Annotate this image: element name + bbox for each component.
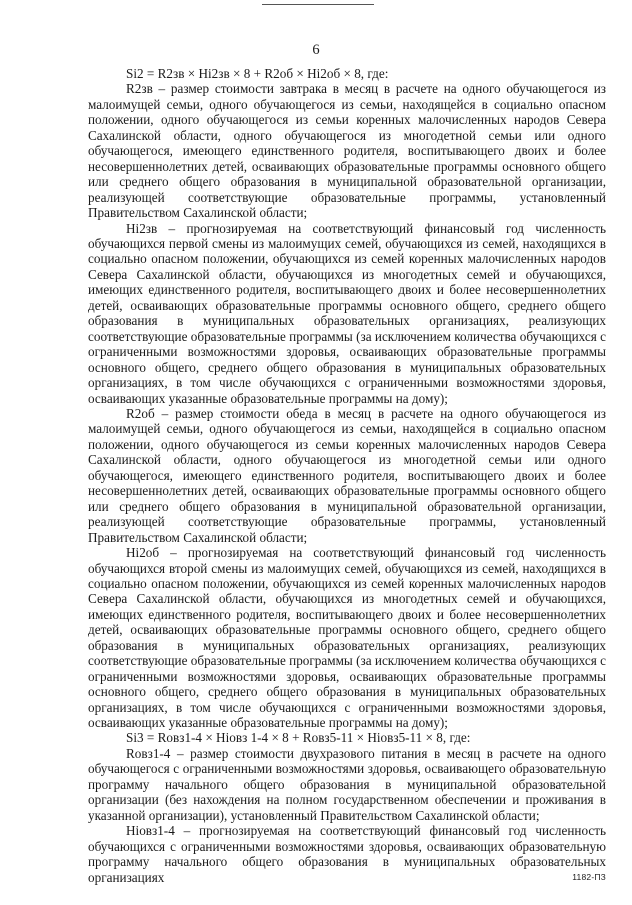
formula-si3: Si3 = Rовз1-4 × Hiовз 1-4 × 8 + Rовз5-11 × Hiовз5-11 × 8, где:: [126, 730, 471, 746]
formula-si2: Si2 = R2зв × Hi2зв × 8 + R2об × Hi2об × 8, где:: [126, 66, 389, 81]
page-number: 6: [312, 42, 320, 58]
definition-hi2ob: Hi2об – прогнозируемая на соответствующий финансовый год численность обучающихся второй смены из малоимущих семей, обучающихся из семей, находящихся в социально опасном положении, обучающихся из семей коренных малочисленных народов Севера Сахалинской области, обучающихся из многодетных семей и обучающихся, имеющих единственного родителя, воспитывающего двоих и более несовершеннолетних детей, осваивающих образовательные программы основного общего, среднего общего образования в муниципальных образовательных организациях, реализующих соответствующие образовательные программы (за исключением количества обучающихся с ограниченными возможностями здоровья, осваивающих образовательные программы основного общего, среднего общего образования в муниципальных образовательных организациях, в том числе обучающихся с ограниченными возможностями здоровья, осваивающих указанные образовательные программы на дому);: [88, 545, 606, 731]
definition-rovz1-4: Rовз1-4 – размер стоимости двухразового питания в месяц в расчете на одного обучающегося с ограниченными возможностями здоровья, осваивающего образовательную программу начального общего образования в муниципальной образовательной организации (без нахождения на полном государственном обеспечении и проживания в указанной организации), установленный Правительством Сахалинской области;: [88, 745, 606, 823]
document-body: [88, 66, 606, 885]
definition-r2zv: R2зв – размер стоимости завтрака в месяц в расчете на одного обучающегося из малоимущей семьи, одного обучающегося из семьи, находящейся в социально опасном положении, одного обучающегося из семьи коренных малочисленных народов Севера Сахалинской области, одного обучающегося из многодетной семьи или одного обучающегося, имеющего единственного родителя, воспитывающего двоих и более несовершеннолетних детей, осваивающих образовательные программы основного общего или среднего общего образования в муниципальной образовательной организации, реализующей соответствующие образовательные программы, установленный Правительством Сахалинской области;: [88, 81, 606, 221]
definition-r2ob: R2об – размер стоимости обеда в месяц в расчете на одного обучающегося из малоимущей семьи, одного обучающегося из семьи, находящейся в социально опасном положении, одного обучающегося из семьи коренных малочисленных народов Севера Сахалинской области, одного обучающегося из многодетной семьи или одного обучающегося, имеющего единственного родителя, воспитывающего двоих и более несовершеннолетних детей, осваивающих образовательные программы основного общего или среднего общего образования в муниципальной образовательной организации, реализующей соответствующие образовательные программы, установленный Правительством Сахалинской области;: [88, 405, 606, 545]
definition-hiovz1-4: Hiовз1-4 – прогнозируемая на соответствующий финансовый год численность обучающихся с ограниченными возможностями здоровья, осваивающих образовательную программу начального общего образования в муниципальных образовательных организациях: [88, 823, 606, 885]
document-code: 1182-ПЗ: [572, 872, 606, 882]
definition-hi2zv: Hi2зв – прогнозируемая на соответствующий финансовый год численность обучающихся первой смены из малоимущих семей, обучающихся из семей, находящихся в социально опасном положении, обучающихся из семей коренных малочисленных народов Севера Сахалинской области, обучающихся из многодетных семей и обучающихся, имеющих единственного родителя, воспитывающего двоих и более несовершеннолетних детей, осваивающих образовательные программы основного общего, среднего общего образования в муниципальных образовательных организациях, реализующих соответствующие образовательные программы (за исключением количества обучающихся с ограниченными возможностями здоровья, осваивающих образовательные программы основного общего, среднего общего образования в муниципальных образовательных организациях, в том числе обучающихся с ограниченными возможностями здоровья, осваивающих указанные образовательные программы на дому);: [88, 220, 606, 406]
top-rule: [262, 4, 374, 5]
